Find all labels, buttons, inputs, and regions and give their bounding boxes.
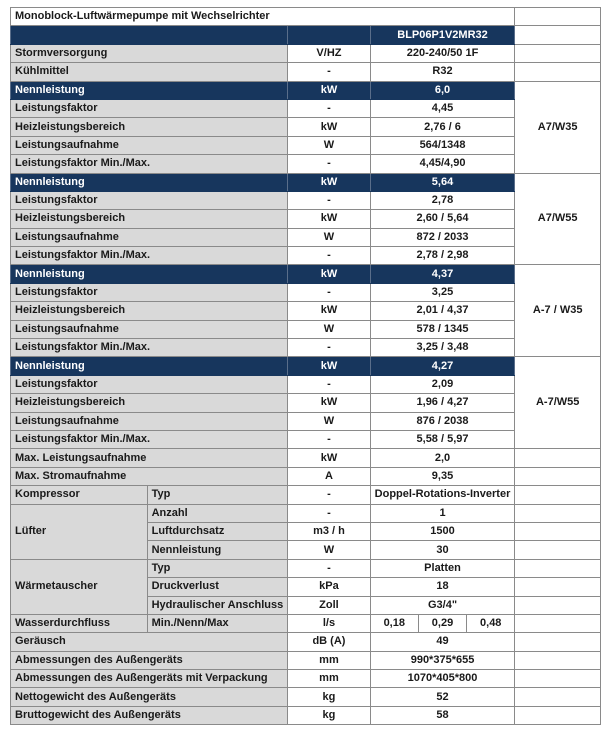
spec-row-highlight [11, 173, 601, 191]
spec-unit-cell: - [288, 559, 370, 577]
spec-value-cell: 0,48 [467, 614, 515, 632]
row-spacer [515, 578, 601, 596]
spec-label-cell: Nennleistung [11, 357, 288, 375]
spec-row-highlight [11, 81, 601, 99]
spec-value-cell: 3,25 / 3,48 [370, 339, 515, 357]
title-row-spacer [515, 8, 601, 26]
spec-sublabel-cell: Hydraulischer Anschluss [147, 596, 288, 614]
model-header-row [11, 26, 601, 44]
spec-unit-cell: - [288, 375, 370, 393]
spec-value-cell: 58 [370, 706, 515, 724]
spec-row [11, 375, 601, 393]
spec-label-cell: Nettogewicht des Außengeräts [11, 688, 288, 706]
spec-label-cell: Heizleistungsbereich [11, 118, 288, 136]
spec-value-cell: 2,60 / 5,64 [370, 210, 515, 228]
spec-label-cell: Max. Leistungsaufnahme [11, 449, 288, 467]
spec-value-cell: 2,78 / 2,98 [370, 247, 515, 265]
spec-row [11, 670, 601, 688]
spec-label-cell: Leistungsaufnahme [11, 320, 288, 338]
spec-row [11, 430, 601, 448]
spec-value-cell: 4,27 [370, 357, 515, 375]
spec-unit-cell: A [288, 467, 370, 485]
spec-sublabel-cell: Typ [147, 486, 288, 504]
spec-unit-cell: - [288, 339, 370, 357]
spec-label-cell: Kompressor [11, 486, 148, 504]
model-header-empty-label [11, 26, 288, 44]
spec-unit-cell: - [288, 504, 370, 522]
spec-unit-cell: W [288, 412, 370, 430]
spec-value-cell: 1 [370, 504, 515, 522]
spec-unit-cell: kW [288, 173, 370, 191]
spec-value-cell: 2,01 / 4,37 [370, 302, 515, 320]
spec-unit-cell: W [288, 136, 370, 154]
spec-unit-cell: mm [288, 651, 370, 669]
spec-value-cell: 872 / 2033 [370, 228, 515, 246]
spec-sublabel-cell: Nennleistung [147, 541, 288, 559]
spec-value-cell: 2,78 [370, 191, 515, 209]
spec-sublabel-cell: Min./Nenn/Max [147, 614, 288, 632]
spec-unit-cell: kW [288, 81, 370, 99]
spec-unit-cell: kW [288, 394, 370, 412]
spec-table [10, 7, 601, 725]
spec-label-cell: Wasserdurchfluss [11, 614, 148, 632]
model-number: BLP06P1V2MR32 [370, 26, 515, 44]
spec-label-cell: Wärmetauscher [11, 559, 148, 614]
spec-value-cell: 18 [370, 578, 515, 596]
spec-value-cell: 2,76 / 6 [370, 118, 515, 136]
spec-value-cell: 0,18 [370, 614, 418, 632]
spec-value-cell: R32 [370, 63, 515, 81]
spec-unit-cell: dB (A) [288, 633, 370, 651]
spec-row-highlight [11, 265, 601, 283]
spec-value-cell: 4,45/4,90 [370, 155, 515, 173]
spec-row [11, 559, 601, 577]
spec-label-cell: Leistungsfaktor [11, 191, 288, 209]
spec-value-cell: 990*375*655 [370, 651, 515, 669]
spec-value-cell: 9,35 [370, 467, 515, 485]
spec-unit-cell: W [288, 541, 370, 559]
condition-label: A7/W35 [515, 81, 601, 173]
spec-unit-cell: - [288, 99, 370, 117]
spec-row [11, 210, 601, 228]
spec-unit-cell: kW [288, 210, 370, 228]
spec-row [11, 394, 601, 412]
spec-unit-cell: - [288, 283, 370, 301]
spec-row [11, 191, 601, 209]
spec-value-cell: G3/4" [370, 596, 515, 614]
spec-row [11, 449, 601, 467]
row-spacer [515, 522, 601, 540]
spec-unit-cell: kW [288, 265, 370, 283]
model-row-spacer [515, 26, 601, 44]
spec-label-cell: Leistungsfaktor [11, 375, 288, 393]
spec-unit-cell: kg [288, 688, 370, 706]
spec-label-cell: Leistungsfaktor Min./Max. [11, 247, 288, 265]
spec-value-cell: 4,37 [370, 265, 515, 283]
spec-row [11, 412, 601, 430]
spec-label-cell: Leistungsaufnahme [11, 412, 288, 430]
spec-row [11, 633, 601, 651]
title-row [11, 8, 601, 26]
row-spacer [515, 486, 601, 504]
row-spacer [515, 449, 601, 467]
spec-value-cell: 5,58 / 5,97 [370, 430, 515, 448]
row-spacer [515, 596, 601, 614]
spec-unit-cell: - [288, 247, 370, 265]
row-spacer [515, 63, 601, 81]
spec-sublabel-cell: Luftdurchsatz [147, 522, 288, 540]
spec-row [11, 486, 601, 504]
row-spacer [515, 651, 601, 669]
spec-label-cell: Leistungsfaktor Min./Max. [11, 155, 288, 173]
spec-sublabel-cell: Typ [147, 559, 288, 577]
spec-label-cell: Leistungsfaktor Min./Max. [11, 430, 288, 448]
spec-rows [11, 44, 601, 724]
spec-value-cell: 564/1348 [370, 136, 515, 154]
spec-value-cell: 30 [370, 541, 515, 559]
spec-row [11, 99, 601, 117]
model-header-empty-unit [288, 26, 370, 44]
spec-value-cell: 4,45 [370, 99, 515, 117]
spec-unit-cell: - [288, 155, 370, 173]
spec-label-cell: Geräusch [11, 633, 288, 651]
row-spacer [515, 541, 601, 559]
spec-label-cell: Leistungsaufnahme [11, 136, 288, 154]
spec-sublabel-cell: Druckverlust [147, 578, 288, 596]
spec-row [11, 339, 601, 357]
spec-label-cell: Nennleistung [11, 173, 288, 191]
spec-row [11, 302, 601, 320]
spec-unit-cell: - [288, 191, 370, 209]
spec-unit-cell: - [288, 430, 370, 448]
spec-unit-cell: mm [288, 670, 370, 688]
spec-row [11, 247, 601, 265]
row-spacer [515, 706, 601, 724]
spec-row [11, 504, 601, 522]
condition-label: A7/W55 [515, 173, 601, 265]
row-spacer [515, 44, 601, 62]
spec-row [11, 118, 601, 136]
spec-row [11, 467, 601, 485]
spec-row-highlight [11, 357, 601, 375]
spec-value-cell: 1,96 / 4,27 [370, 394, 515, 412]
spec-label-cell: Leistungsfaktor [11, 283, 288, 301]
spec-label-cell: Abmessungen des Außengeräts [11, 651, 288, 669]
spec-row [11, 228, 601, 246]
spec-value-cell: 49 [370, 633, 515, 651]
spec-label-cell: Stormversorgung [11, 44, 288, 62]
spec-label-cell: Max. Stromaufnahme [11, 467, 288, 485]
spec-value-cell: Doppel-Rotations-Inverter [370, 486, 515, 504]
spec-unit-cell: kPa [288, 578, 370, 596]
spec-unit-cell: Zoll [288, 596, 370, 614]
spec-row [11, 614, 601, 632]
spec-unit-cell: l/s [288, 614, 370, 632]
spec-row [11, 63, 601, 81]
spec-unit-cell: - [288, 63, 370, 81]
row-spacer [515, 670, 601, 688]
spec-unit-cell: kW [288, 357, 370, 375]
row-spacer [515, 559, 601, 577]
spec-unit-cell: kW [288, 302, 370, 320]
spec-value-cell: 0,29 [418, 614, 466, 632]
spec-label-cell: Kühlmittel [11, 63, 288, 81]
spec-value-cell: 52 [370, 688, 515, 706]
spec-label-cell: Nennleistung [11, 265, 288, 283]
spec-unit-cell: V/HZ [288, 44, 370, 62]
spec-label-cell: Lüfter [11, 504, 148, 559]
spec-value-cell: 876 / 2038 [370, 412, 515, 430]
spec-unit-cell: - [288, 486, 370, 504]
spec-value-cell: 220-240/50 1F [370, 44, 515, 62]
spec-unit-cell: kW [288, 118, 370, 136]
spec-row [11, 136, 601, 154]
spec-value-cell: 2,09 [370, 375, 515, 393]
spec-unit-cell: W [288, 320, 370, 338]
row-spacer [515, 614, 601, 632]
spec-value-cell: 5,64 [370, 173, 515, 191]
spec-row [11, 651, 601, 669]
spec-label-cell: Bruttogewicht des Außengeräts [11, 706, 288, 724]
spec-label-cell: Abmessungen des Außengeräts mit Verpackung [11, 670, 288, 688]
spec-value-cell: 1070*405*800 [370, 670, 515, 688]
row-spacer [515, 688, 601, 706]
spec-row [11, 688, 601, 706]
condition-label: A-7/W55 [515, 357, 601, 449]
spec-row [11, 155, 601, 173]
spec-value-cell: 578 / 1345 [370, 320, 515, 338]
spec-value-cell: 2,0 [370, 449, 515, 467]
row-spacer [515, 467, 601, 485]
spec-label-cell: Leistungsfaktor [11, 99, 288, 117]
row-spacer [515, 504, 601, 522]
spec-value-cell: 1500 [370, 522, 515, 540]
spec-label-cell: Leistungsaufnahme [11, 228, 288, 246]
spec-label-cell: Leistungsfaktor Min./Max. [11, 339, 288, 357]
spec-label-cell: Heizleistungsbereich [11, 394, 288, 412]
condition-label: A-7 / W35 [515, 265, 601, 357]
row-spacer [515, 633, 601, 651]
page-title: Monoblock-Luftwärmepumpe mit Wechselrichter [11, 8, 515, 26]
spec-label-cell: Heizleistungsbereich [11, 210, 288, 228]
spec-row [11, 283, 601, 301]
spec-row [11, 320, 601, 338]
spec-unit-cell: kg [288, 706, 370, 724]
spec-value-cell: Platten [370, 559, 515, 577]
spec-unit-cell: W [288, 228, 370, 246]
spec-sublabel-cell: Anzahl [147, 504, 288, 522]
spec-value-cell: 6,0 [370, 81, 515, 99]
spec-unit-cell: kW [288, 449, 370, 467]
spec-label-cell: Nennleistung [11, 81, 288, 99]
spec-unit-cell: m3 / h [288, 522, 370, 540]
spec-value-cell: 3,25 [370, 283, 515, 301]
spec-row [11, 706, 601, 724]
spec-label-cell: Heizleistungsbereich [11, 302, 288, 320]
spec-row [11, 44, 601, 62]
